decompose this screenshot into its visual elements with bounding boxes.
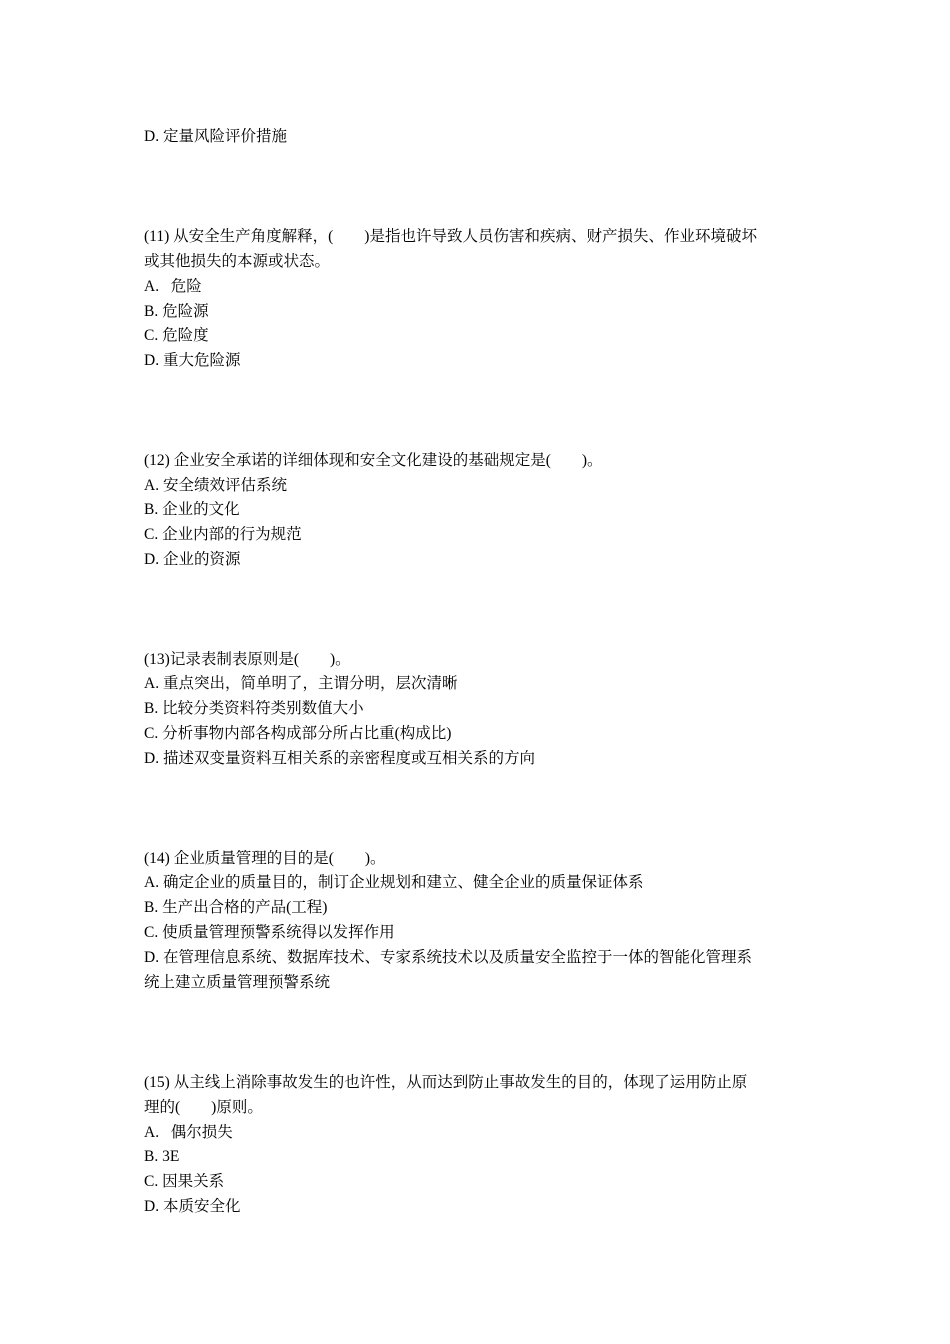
q15-option-c: C. 因果关系 — [144, 1173, 225, 1190]
q13-option-c: C. 分析事物内部各构成部分所占比重(构成比) — [144, 725, 452, 742]
q11-stem-line-2: 或其他损失的本源或状态。 — [144, 253, 331, 270]
q12-option-c: C. 企业内部的行为规范 — [144, 526, 302, 543]
q15-stem-line-2: 理的( )原则。 — [144, 1099, 263, 1116]
q12-option-a: A. 安全绩效评估系统 — [144, 477, 287, 494]
q15-stem-line-1: (15) 从主线上消除事故发生的也许性，从而达到防止事故发生的目的，体现了运用防止原 — [144, 1074, 748, 1091]
q14-option-b: B. 生产出合格的产品(工程) — [144, 899, 328, 916]
q13-option-b: B. 比较分类资料符类别数值大小 — [144, 700, 364, 717]
q12-stem: (12) 企业安全承诺的详细体现和安全文化建设的基础规定是( )。 — [144, 452, 603, 469]
q11-option-b: B. 危险源 — [144, 303, 209, 320]
q11-option-d: D. 重大危险源 — [144, 352, 241, 369]
q12-option-d: D. 企业的资源 — [144, 551, 241, 568]
q15-option-d: D. 本质安全化 — [144, 1198, 241, 1215]
q14-stem: (14) 企业质量管理的目的是( )。 — [144, 850, 386, 867]
q11-option-c: C. 危险度 — [144, 327, 209, 344]
q11-option-a: A. 危险 — [144, 278, 202, 295]
q13-option-d: D. 描述双变量资料互相关系的亲密程度或互相关系的方向 — [144, 750, 535, 767]
q13-stem: (13)记录表制表原则是( )。 — [144, 651, 351, 668]
q15-option-b: B. 3E — [144, 1148, 180, 1165]
q14-option-c: C. 使质量管理预警系统得以发挥作用 — [144, 924, 395, 941]
q14-option-d-line-2: 统上建立质量管理预警系统 — [144, 974, 331, 991]
q11-stem-line-1: (11) 从安全生产角度解释，( )是指也许导致人员伤害和疾病、财产损失、作业环境破坏 — [144, 228, 757, 245]
q14-option-d-line-1: D. 在管理信息系统、数据库技术、专家系统技术以及质量安全监控于一体的智能化管理系 — [144, 949, 752, 966]
q14-option-a: A. 确定企业的质量目的，制订企业规划和建立、健全企业的质量保证体系 — [144, 874, 644, 891]
q13-option-a: A. 重点突出，简单明了，主谓分明，层次清晰 — [144, 675, 458, 692]
q15-option-a: A. 偶尔损失 — [144, 1124, 233, 1141]
q12-option-b: B. 企业的文化 — [144, 501, 240, 518]
q10-option-d: D. 定量风险评价措施 — [144, 128, 287, 145]
